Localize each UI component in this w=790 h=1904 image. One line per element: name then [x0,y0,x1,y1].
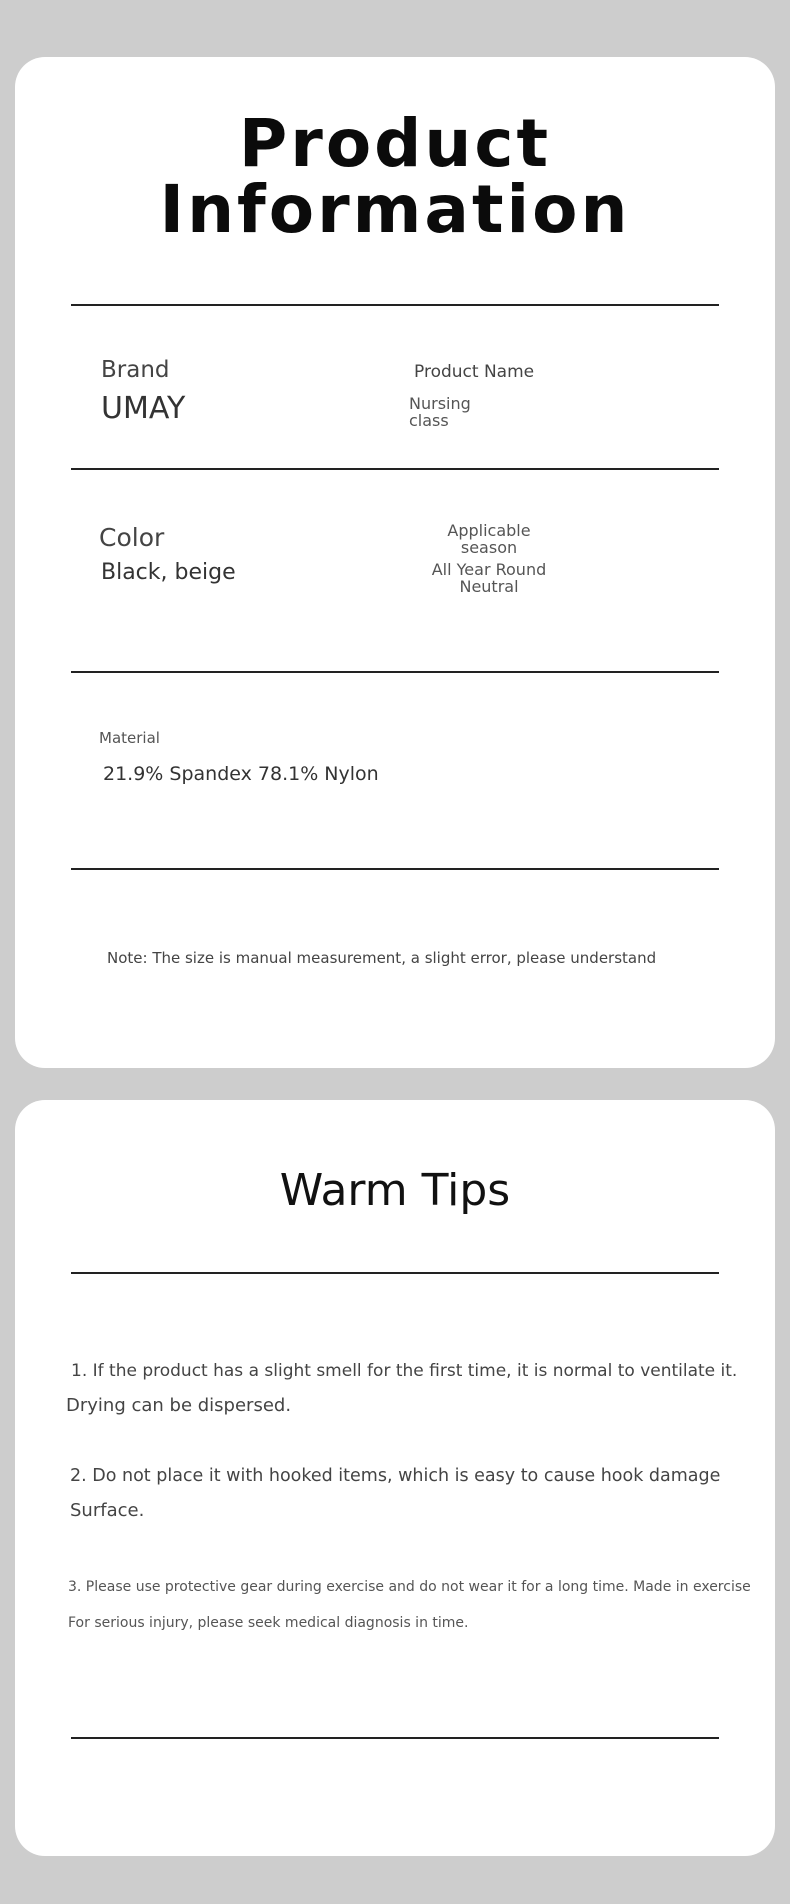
tip1-line2: Drying can be dispersed. [66,1395,292,1416]
season-value-line2: Neutral [459,577,519,596]
product-info-card [15,57,775,1068]
tip2-line1: 2. Do not place it with hooked items, which is easy to cause hook damage [70,1466,721,1486]
tip3-line2: For serious injury, please seek medical diagnosis in time. [68,1615,469,1631]
divider [71,671,719,673]
tip3-line1: 3. Please use protective gear during exercise and do not wear it for a long time. Made in exercise [68,1579,751,1595]
brand-label: Brand [101,357,170,383]
product-name-value-line2: class [409,411,449,430]
product-info-title-line1: Product [238,105,552,182]
warm-tips-title: Warm Tips [279,1165,511,1216]
brand-value: UMAY [101,391,186,426]
color-label: Color [99,523,165,552]
divider [71,304,719,306]
tip2-line2: Surface. [70,1500,145,1521]
size-note: Note: The size is manual measurement, a slight error, please understand [107,949,657,967]
divider [71,1737,719,1739]
divider [71,468,719,470]
divider [71,1272,719,1274]
season-label-line2: season [460,538,518,557]
warm-tips-card [15,1100,775,1856]
material-label: Material [99,729,160,747]
season-label-line1: Applicable [447,521,531,540]
product-name-value-line1: Nursing [409,394,471,413]
season-value-line1: All Year Round [431,560,547,579]
tip1-line1: 1. If the product has a slight smell for the first time, it is normal to ventilate it. [71,1361,738,1381]
material-value: 21.9% Spandex 78.1% Nylon [103,763,379,785]
color-value: Black, beige [101,560,236,585]
divider [71,868,719,870]
product-name-label: Product Name [414,362,535,382]
product-info-title-line2: Information [159,171,631,248]
